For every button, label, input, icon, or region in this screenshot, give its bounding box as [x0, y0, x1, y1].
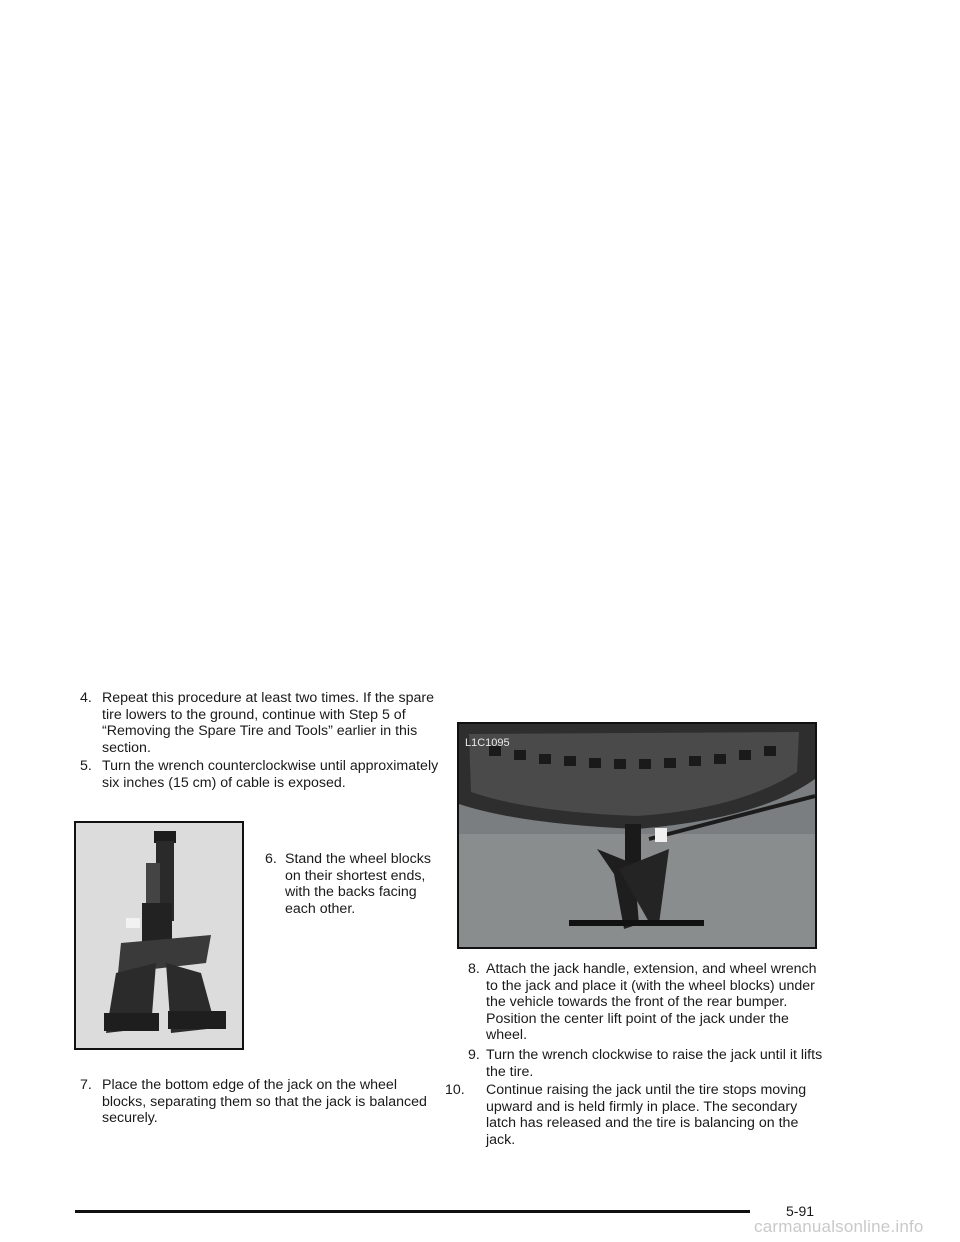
step-number: 5.: [80, 758, 92, 774]
step-text: Repeat this procedure at least two times. If the spare tire lowers to the ground, continue with Step 5 of “Removing the Spare Tire and Tools” earlier in this section.: [102, 690, 434, 756]
step-5: [80, 758, 440, 791]
step-number: 6.: [265, 851, 277, 867]
step-text: Turn the wrench clockwise to raise the jack until it lifts the tire.: [486, 1047, 823, 1080]
jack-on-wheel-blocks-photo: [74, 821, 244, 1050]
step-7: [80, 1077, 440, 1127]
step-text: Continue raising the jack until the tire stops moving upward and is held firmly in place. The secondary latch has released and the tire is balancing on the jack.: [486, 1082, 807, 1148]
jack-under-tire-photo: [457, 722, 817, 949]
page-number: 5-91: [786, 1203, 815, 1219]
step-6: [265, 851, 445, 917]
step-10: [445, 1082, 825, 1148]
step-number: 4.: [80, 690, 92, 706]
step-number: 9.: [468, 1047, 480, 1063]
watermark: carmanualsonline.info: [754, 1217, 924, 1236]
footer-divider: [75, 1210, 750, 1213]
step-text: Turn the wrench counterclockwise until approximately six inches (15 cm) of cable is exposed.: [102, 758, 439, 791]
step-9: [468, 1047, 828, 1080]
tire-marking: L1C1095: [465, 737, 510, 749]
step-4: [80, 690, 440, 756]
step-8: [468, 961, 828, 1044]
step-number: 8.: [468, 961, 480, 977]
step-number: 7.: [80, 1077, 92, 1093]
step-text: Place the bottom edge of the jack on the wheel blocks, separating them so that the jack is balanced securely.: [102, 1077, 427, 1127]
step-number: 10.: [445, 1082, 465, 1098]
step-text: Attach the jack handle, extension, and wheel wrench to the jack and place it (with the wheel blocks) under the vehicle towards the front of the rear bumper. Position the center lift point of the jack under the wheel.: [486, 961, 817, 1044]
step-text: Stand the wheel blocks on their shortest ends, with the backs facing each other.: [285, 851, 431, 917]
